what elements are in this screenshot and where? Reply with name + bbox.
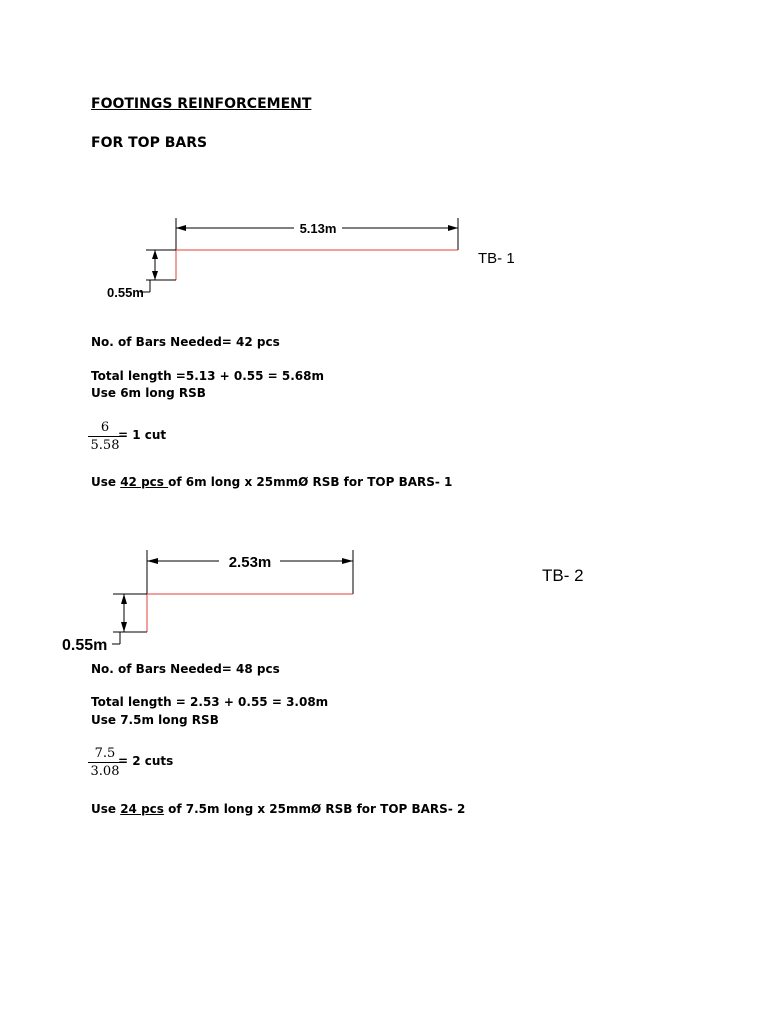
- tb1-arrow-right: [448, 225, 458, 231]
- tb1-frac-result: = 1 cut: [118, 428, 167, 442]
- tb2-arrow-left: [147, 558, 158, 564]
- tb2-span-label: 2.53m: [228, 554, 272, 571]
- tb2-arrow-right: [342, 558, 353, 564]
- tb1-bars-needed: No. of Bars Needed= 42 pcs: [91, 335, 280, 349]
- tb1-tag: TB- 1: [478, 250, 515, 267]
- tb1-final-qty: 42 pcs: [120, 475, 169, 489]
- tb2-fraction: [88, 746, 174, 779]
- tb2-tag: TB- 2: [542, 566, 584, 585]
- tb2-bars-needed: No. of Bars Needed= 48 pcs: [91, 662, 280, 676]
- tb1-hook-label: 0.55m: [107, 285, 144, 300]
- tb1-hook-arrow-top: [152, 250, 158, 259]
- tb2-frac-denominator: 3.08: [90, 764, 120, 779]
- tb1-span-label: 5.13m: [299, 221, 337, 236]
- tb2-hook-label: 0.55m: [62, 637, 108, 654]
- tb2-total-length: Total length = 2.53 + 0.55 = 3.08m: [91, 695, 329, 709]
- tb1-final-line: [91, 475, 452, 489]
- tb1-bar-shape: [176, 250, 458, 280]
- tb1-hook-arrow-bottom: [152, 271, 158, 280]
- tb2-frac-result: = 2 cuts: [118, 754, 174, 768]
- tb1-total-length: Total length =5.13 + 0.55 = 5.68m: [91, 369, 325, 383]
- tb2-hook-arrow-bottom: [121, 622, 127, 632]
- tb1-final-rest: of 6m long x 25mmØ RSB for TOP BARS- 1: [168, 475, 453, 489]
- tb2-use-rsb: Use 7.5m long RSB: [91, 713, 219, 727]
- tb2-frac-numerator: 7.5: [94, 746, 116, 761]
- tb2-frac-bar: [88, 762, 122, 763]
- section-subtitle: FOR TOP BARS: [91, 135, 208, 151]
- tb2-bar-shape: [147, 594, 353, 632]
- tb1-fraction: [88, 420, 167, 453]
- tb2-final-qty: 24 pcs: [120, 802, 164, 816]
- tb1-frac-bar: [88, 436, 122, 437]
- tb1-arrow-left: [176, 225, 186, 231]
- tb1-final-prefix: Use: [91, 475, 121, 489]
- tb2-final-line: [91, 802, 465, 816]
- tb1-use-rsb: Use 6m long RSB: [91, 386, 206, 400]
- tb1-frac-numerator: 6: [100, 420, 110, 435]
- tb2-hook-arrow-top: [121, 594, 127, 604]
- tb1-frac-denominator: 5.58: [90, 438, 120, 453]
- document-title: FOOTINGS REINFORCEMENT: [91, 96, 312, 112]
- tb2-final-prefix: Use: [91, 802, 121, 816]
- tb2-final-rest: of 7.5m long x 25mmØ RSB for TOP BARS- 2: [163, 802, 466, 816]
